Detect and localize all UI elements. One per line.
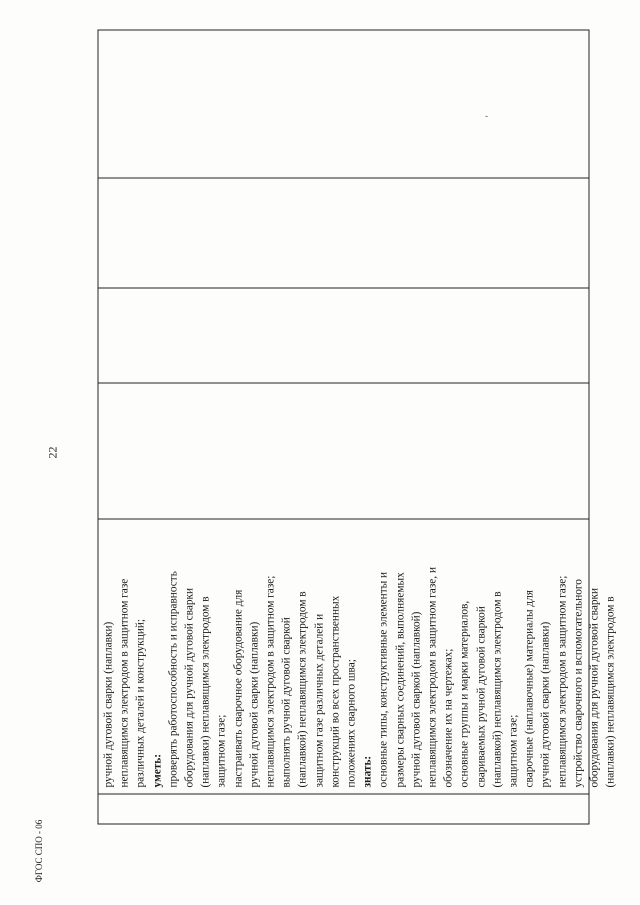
content-line: оборудования для ручной дуговой сварки	[183, 587, 196, 787]
content-line: размеры сварных соединений, выполняемых	[393, 571, 406, 787]
content-line: защитном газе;	[215, 714, 228, 787]
content-line: свариваемых ручной дуговой сваркой	[474, 605, 487, 787]
content-line: выполнять ручной дуговой сваркой	[280, 616, 293, 787]
table-col-content	[98, 518, 617, 793]
content-line: ручной дуговой сварки (наплавки)	[247, 621, 260, 787]
content-line: ручной дуговой сваркой (наплавкой)	[409, 611, 422, 787]
content-line: (наплавкой) неплавящимся электродом в	[296, 590, 309, 787]
content-line: ручной дуговой сварки (наплавки)	[102, 621, 114, 787]
content-line: различных деталей и конструкций;	[134, 618, 147, 787]
table-col-code	[98, 793, 588, 823]
table-col-hours-required	[98, 287, 588, 382]
content-line: (наплавкой) неплавящимся электродом в	[490, 590, 503, 787]
content-line: обозначение их на чертежах;	[442, 648, 455, 787]
content-line: ручной дуговой сварки (наплавки)	[539, 621, 552, 787]
content-line: неплавящимся электродом в защитном газе	[118, 578, 131, 787]
table-col-discipline	[98, 177, 588, 287]
scan-mark: ,	[478, 114, 488, 117]
content-line: уметь:	[150, 753, 163, 787]
content-line: оборудования для ручной дуговой сварки	[588, 587, 601, 787]
table-grid	[97, 29, 617, 824]
content-line: основные группы и марки материалов,	[458, 600, 471, 787]
content-line: защитном газе различных деталей и	[312, 613, 325, 787]
content-line: основные типы, конструктивные элементы и	[377, 571, 390, 787]
table-col-competencies	[98, 28, 588, 177]
content-line: защитном газе;	[507, 714, 520, 787]
content-line: неплавящимся электродом в защитном газе;	[555, 575, 568, 787]
standard-table	[97, 29, 617, 824]
content-line: проверять работоспособность и исправность	[166, 570, 179, 787]
content-line: конструкций во всех пространственных	[328, 595, 341, 787]
content-line: устройство сварочного и вспомогательного	[571, 578, 584, 787]
content-line: неплавящимся электродом в защитном газе;	[264, 575, 277, 787]
table-col-hours-max	[98, 382, 588, 518]
content-line: неплавящимся электродом в защитном газе, и	[426, 566, 439, 787]
footer-code: ФГОС СПО - 06	[34, 819, 44, 883]
content-line: сварочные (наплавочные) материалы для	[523, 589, 536, 787]
content-line: (наплавки) неплавящимся электродом в	[604, 595, 617, 787]
content-line: настраивать сварочное оборудование для	[231, 589, 244, 787]
content-line: знать:	[361, 755, 374, 787]
content-line: положениях сварного шва;	[345, 658, 358, 787]
page-number: 22	[45, 446, 60, 459]
content-line: (наплавки) неплавящимся электродом в	[199, 595, 212, 787]
